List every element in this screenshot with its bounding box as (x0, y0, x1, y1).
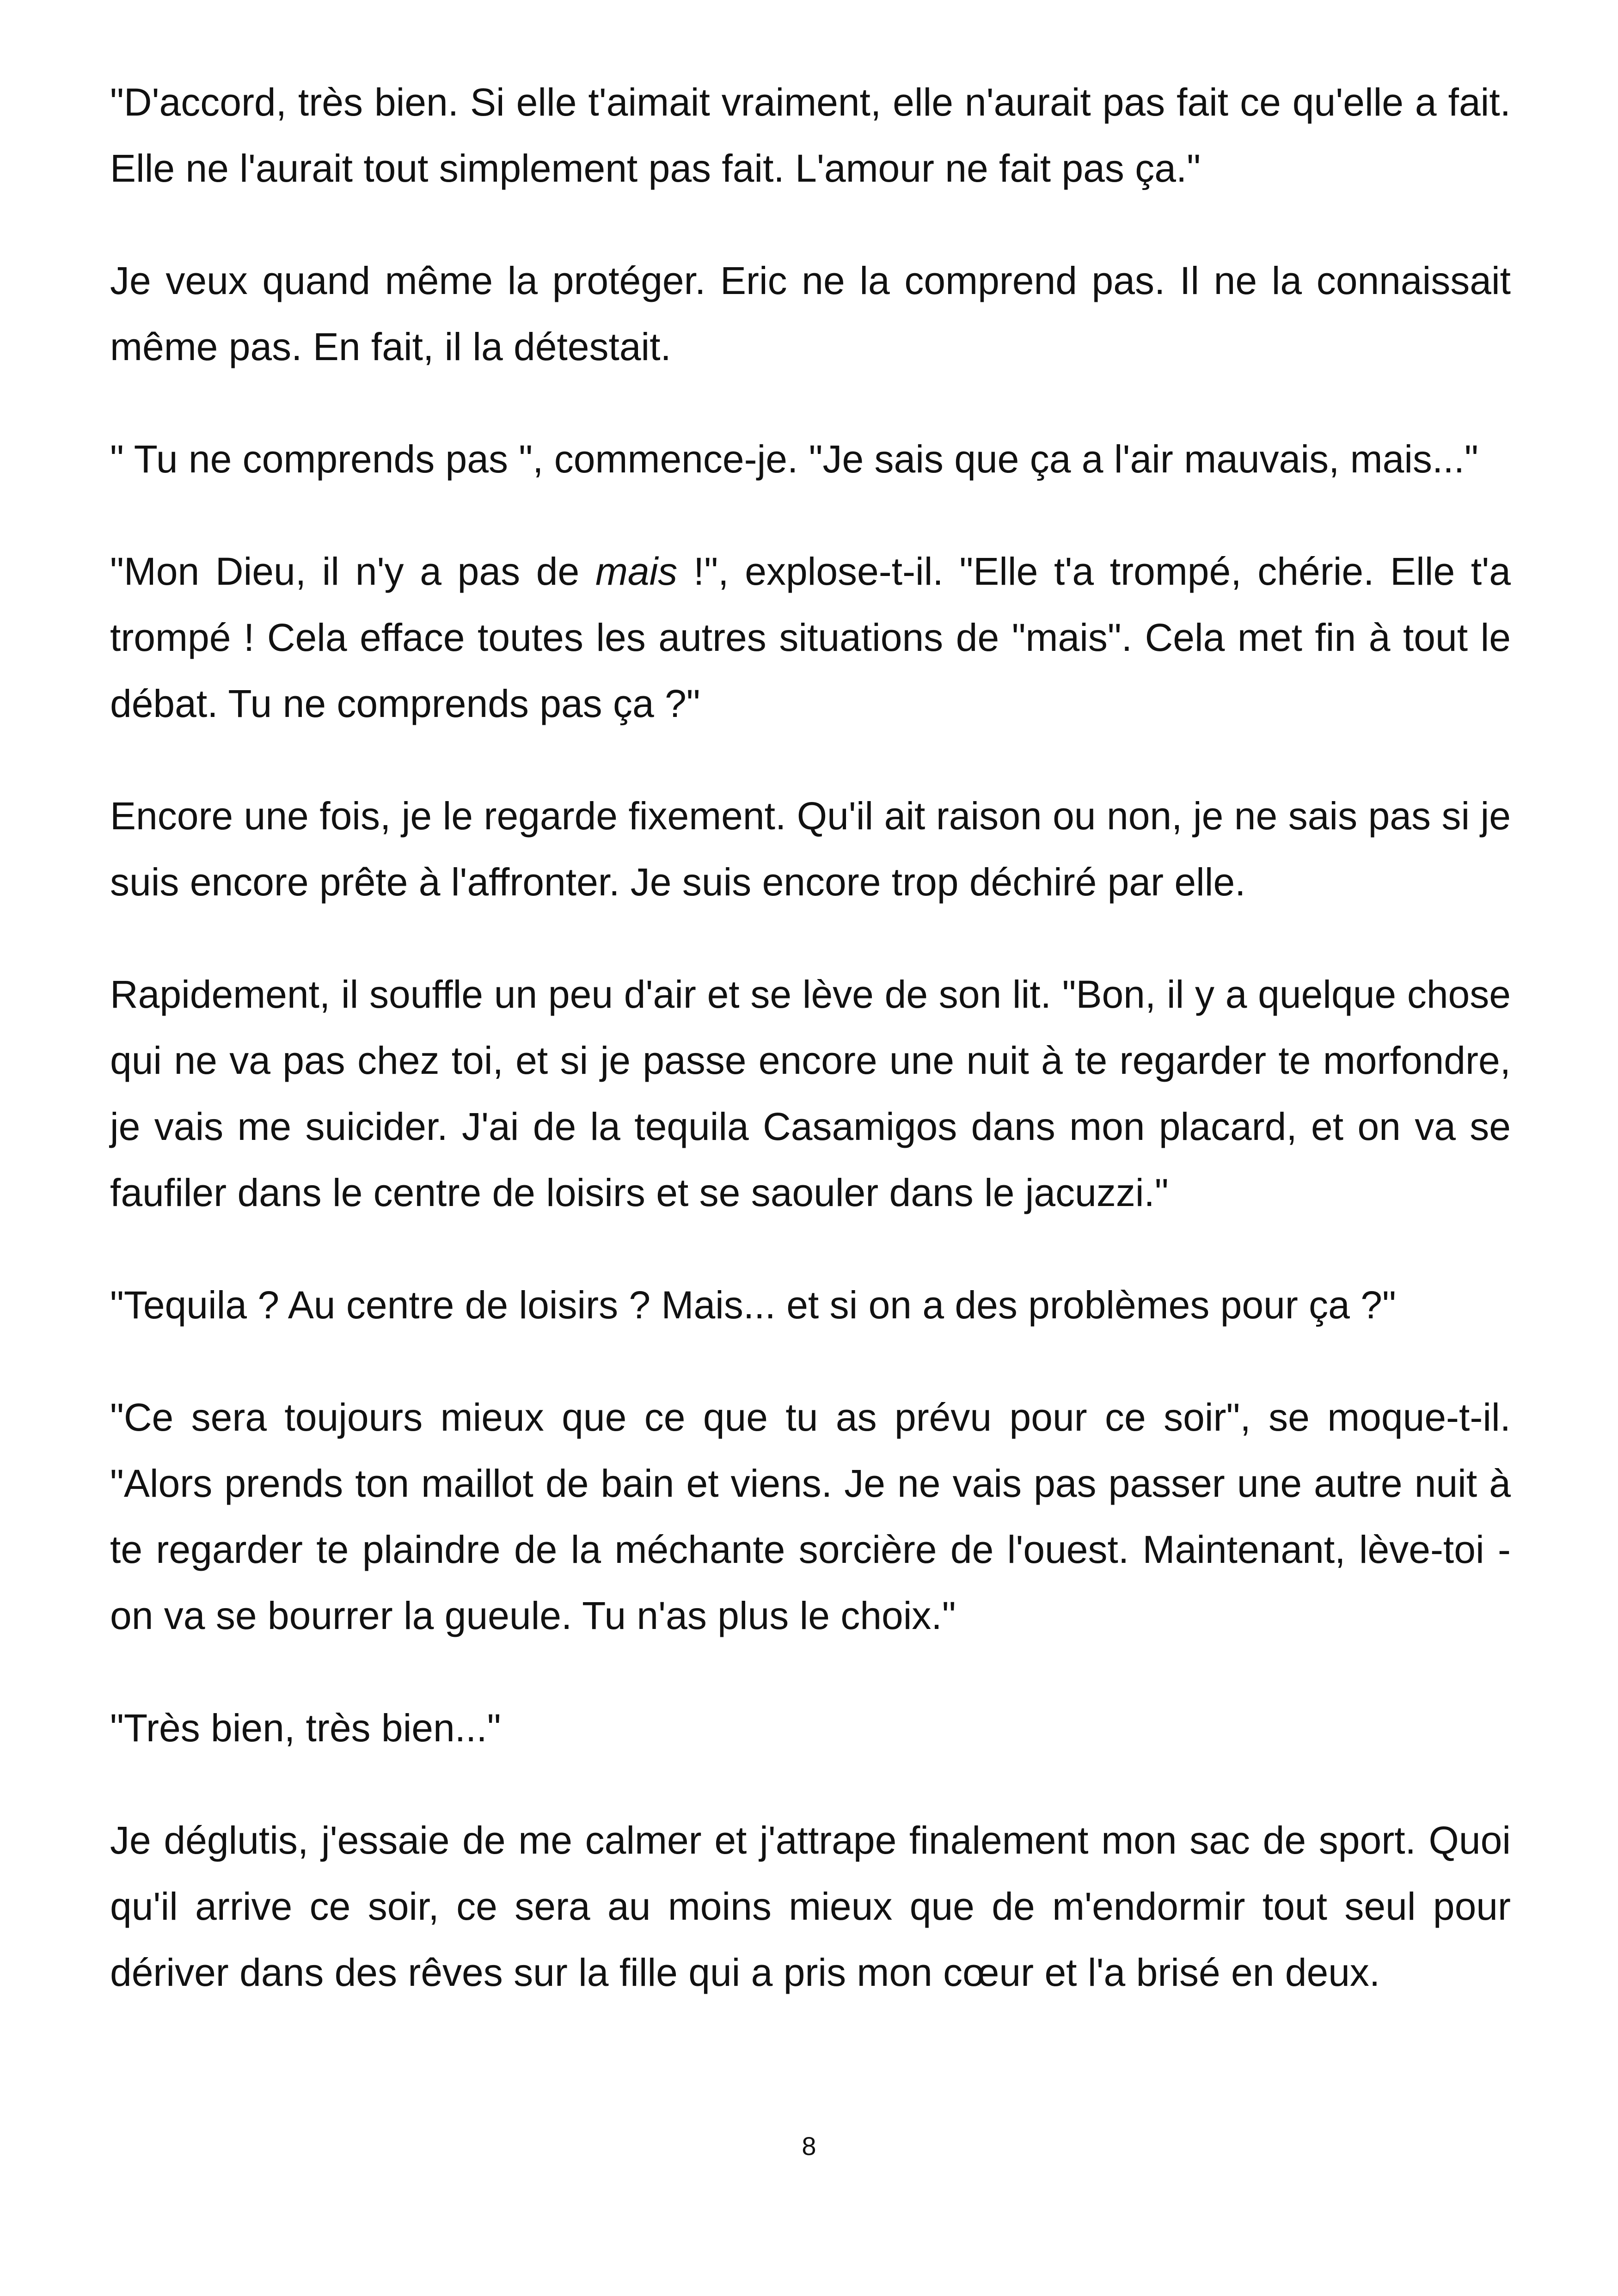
paragraph-4-after: !", explose-t-il. "Elle t'a trompé, chérie. Elle t'a trompé ! Cela efface toutes les autres situations de "mais". Cela met fin à tout le débat. Tu ne comprends pas ça ?" (110, 550, 1511, 725)
page-number: 8 (802, 2131, 816, 2161)
page-body (110, 69, 1511, 2052)
paragraph-7: "Tequila ? Au centre de loisirs ? Mais... et si on a des problèmes pour ça ?" (110, 1283, 1396, 1327)
paragraph-4 (110, 539, 1511, 737)
paragraph-6: Rapidement, il souffle un peu d'air et se lève de son lit. "Bon, il y a quelque chose qui ne va pas chez toi, et si je passe encore une nuit à te regarder te morfondre, je vais me suicider. J'ai de la tequila Casamigos dans mon placard, et on va se faufiler dans le centre de loisirs et se saouler dans le jacuzzi." (110, 973, 1511, 1214)
paragraph-8: "Ce sera toujours mieux que ce que tu as prévu pour ce soir", se moque-t-il. "Alors prends ton maillot de bain et viens. Je ne vais pas passer une autre nuit à te regarder te plaindre de la méchante sorcière de l'ouest. Maintenant, lève-toi - on va se bourrer la gueule. Tu n'as plus le choix." (110, 1396, 1511, 1637)
paragraph-10: Je déglutis, j'essaie de me calmer et j'attrape finalement mon sac de sport. Quoi qu'il arrive ce soir, ce sera au moins mieux que de m'endormir tout seul pour dériver dans des rêves sur la fille qui a pris mon cœur et l'a brisé en deux. (110, 1818, 1511, 1994)
paragraph-4-before: "Mon Dieu, il n'y a pas de (110, 550, 595, 593)
paragraph-3: " Tu ne comprends pas ", commence-je. "Je sais que ça a l'air mauvais, mais..." (110, 437, 1478, 481)
paragraph-1: "D'accord, très bien. Si elle t'aimait vraiment, elle n'aurait pas fait ce qu'elle a fait. Elle ne l'aurait tout simplement pas fait. L'amour ne fait pas ça." (110, 80, 1511, 190)
paragraph-5: Encore une fois, je le regarde fixement. Qu'il ait raison ou non, je ne sais pas si je suis encore prête à l'affronter. Je suis encore trop déchiré par elle. (110, 794, 1511, 904)
paragraph-4-emphasis: mais (595, 550, 678, 593)
paragraph-9: "Très bien, très bien..." (110, 1706, 501, 1750)
paragraph-2: Je veux quand même la protéger. Eric ne la comprend pas. Il ne la connaissait même pas. En fait, il la détestait. (110, 259, 1511, 368)
